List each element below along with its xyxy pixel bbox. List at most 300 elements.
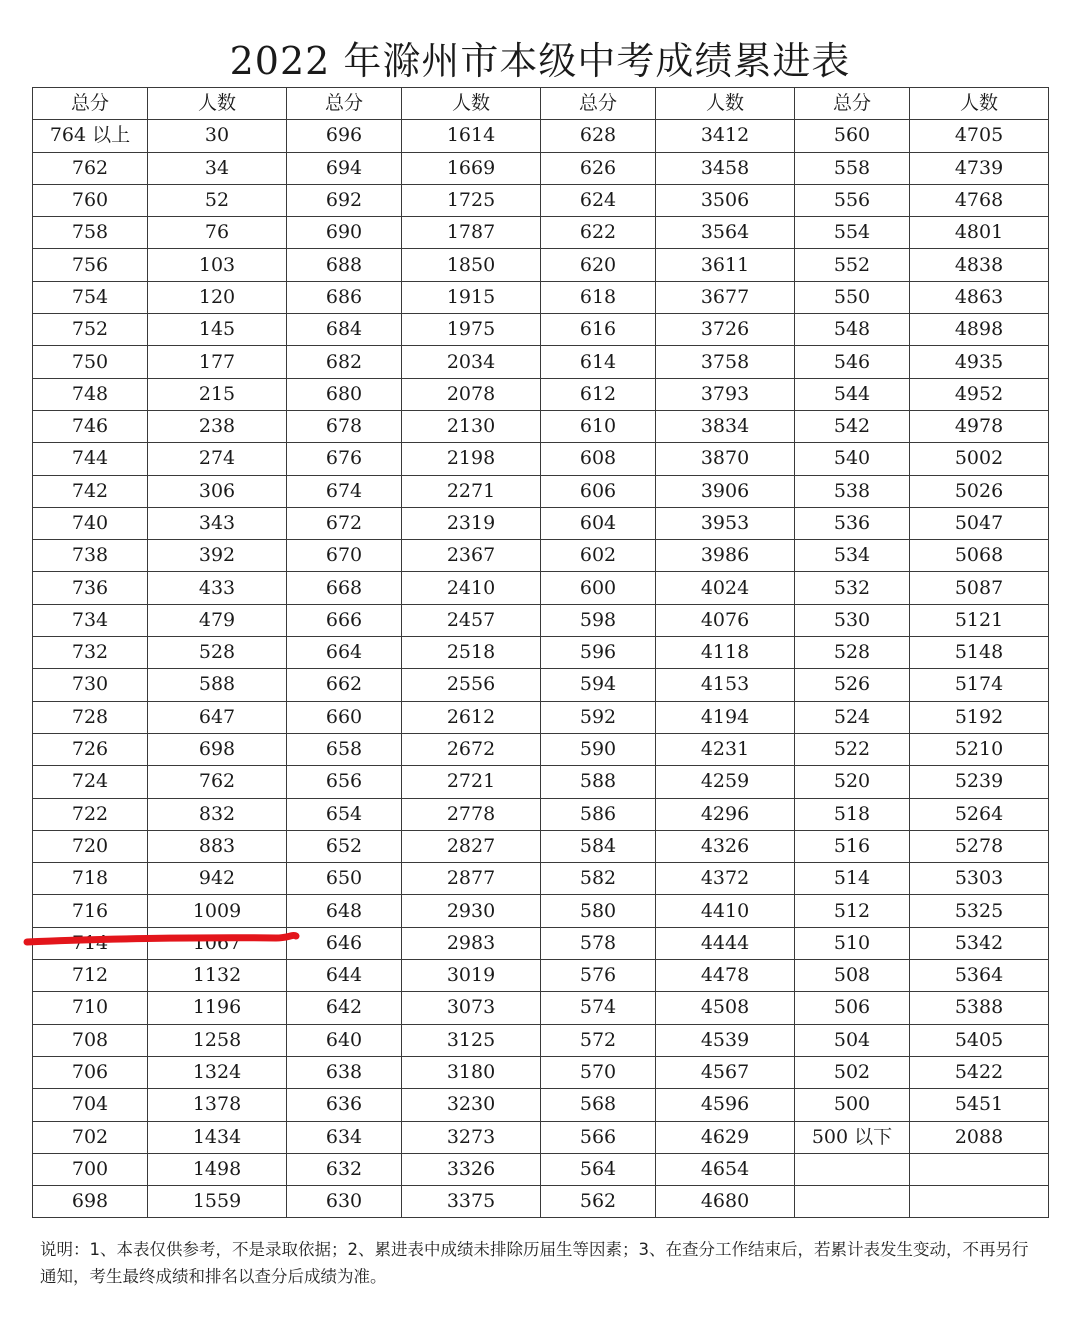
- count-cell: 4076: [656, 604, 795, 636]
- count-cell: 4705: [910, 120, 1049, 152]
- score-cell: 708: [33, 1024, 148, 1056]
- table-row: [33, 992, 1049, 1024]
- score-cell: 624: [541, 184, 656, 216]
- count-cell: 2130: [402, 410, 541, 442]
- table-row: [33, 1186, 1049, 1218]
- count-cell: 5303: [910, 863, 1049, 895]
- score-cell: 686: [287, 281, 402, 313]
- count-cell: 4838: [910, 249, 1049, 281]
- score-cell: 584: [541, 830, 656, 862]
- score-cell: 646: [287, 927, 402, 959]
- count-cell: 1009: [148, 895, 287, 927]
- count-cell: 3125: [402, 1024, 541, 1056]
- score-cell: 596: [541, 637, 656, 669]
- score-cell: 590: [541, 733, 656, 765]
- count-cell: 2877: [402, 863, 541, 895]
- score-cell: 758: [33, 217, 148, 249]
- count-cell: 52: [148, 184, 287, 216]
- count-cell: 392: [148, 540, 287, 572]
- score-cell: 622: [541, 217, 656, 249]
- count-cell: 5002: [910, 443, 1049, 475]
- count-cell: 1850: [402, 249, 541, 281]
- count-cell: [910, 1186, 1049, 1218]
- count-cell: 4259: [656, 766, 795, 798]
- score-cell: 526: [795, 669, 910, 701]
- count-cell: 479: [148, 604, 287, 636]
- count-cell: 3677: [656, 281, 795, 313]
- score-cell: 716: [33, 895, 148, 927]
- score-cell: 670: [287, 540, 402, 572]
- count-cell: 2367: [402, 540, 541, 572]
- count-cell: 1559: [148, 1186, 287, 1218]
- table-row: [33, 1024, 1049, 1056]
- score-cell: 522: [795, 733, 910, 765]
- column-header: 总分: [33, 88, 148, 120]
- score-cell: 742: [33, 475, 148, 507]
- column-header: 人数: [910, 88, 1049, 120]
- score-cell: 694: [287, 152, 402, 184]
- count-cell: 2721: [402, 766, 541, 798]
- score-cell: 638: [287, 1056, 402, 1088]
- score-cell: 528: [795, 637, 910, 669]
- score-cell: 748: [33, 378, 148, 410]
- score-cell: 606: [541, 475, 656, 507]
- score-cell: 586: [541, 798, 656, 830]
- score-cell: 520: [795, 766, 910, 798]
- score-cell: 602: [541, 540, 656, 572]
- score-cell: 702: [33, 1121, 148, 1153]
- count-cell: 2198: [402, 443, 541, 475]
- count-cell: 2271: [402, 475, 541, 507]
- count-cell: 2672: [402, 733, 541, 765]
- count-cell: 3506: [656, 184, 795, 216]
- count-cell: 4596: [656, 1089, 795, 1121]
- count-cell: 4410: [656, 895, 795, 927]
- table-row: [33, 798, 1049, 830]
- count-cell: 5325: [910, 895, 1049, 927]
- score-cell: 630: [287, 1186, 402, 1218]
- count-cell: 4801: [910, 217, 1049, 249]
- count-cell: 698: [148, 733, 287, 765]
- score-cell: 548: [795, 314, 910, 346]
- count-cell: 34: [148, 152, 287, 184]
- count-cell: 4508: [656, 992, 795, 1024]
- count-cell: 4024: [656, 572, 795, 604]
- count-cell: 238: [148, 410, 287, 442]
- score-cell: 662: [287, 669, 402, 701]
- count-cell: 5087: [910, 572, 1049, 604]
- score-cell: 650: [287, 863, 402, 895]
- score-cell: 756: [33, 249, 148, 281]
- score-cell: 610: [541, 410, 656, 442]
- count-cell: 2612: [402, 701, 541, 733]
- score-cell: 500: [795, 1089, 910, 1121]
- count-cell: 3906: [656, 475, 795, 507]
- count-cell: 528: [148, 637, 287, 669]
- table-row: [33, 863, 1049, 895]
- count-cell: 762: [148, 766, 287, 798]
- score-cell: 660: [287, 701, 402, 733]
- score-cell: 722: [33, 798, 148, 830]
- header-row: [33, 88, 1049, 120]
- score-cell: 568: [541, 1089, 656, 1121]
- score-cell: 682: [287, 346, 402, 378]
- count-cell: 4296: [656, 798, 795, 830]
- count-cell: 4153: [656, 669, 795, 701]
- count-cell: 5278: [910, 830, 1049, 862]
- count-cell: 274: [148, 443, 287, 475]
- count-cell: 1915: [402, 281, 541, 313]
- count-cell: 1324: [148, 1056, 287, 1088]
- score-cell: 534: [795, 540, 910, 572]
- count-cell: 5192: [910, 701, 1049, 733]
- count-cell: 5026: [910, 475, 1049, 507]
- score-cell: 574: [541, 992, 656, 1024]
- column-header: 总分: [287, 88, 402, 120]
- count-cell: 145: [148, 314, 287, 346]
- score-cell: 696: [287, 120, 402, 152]
- count-cell: 942: [148, 863, 287, 895]
- score-cell: 540: [795, 443, 910, 475]
- score-cell: 654: [287, 798, 402, 830]
- count-cell: 4567: [656, 1056, 795, 1088]
- score-table: [32, 87, 1049, 1218]
- count-cell: 5239: [910, 766, 1049, 798]
- count-cell: 4898: [910, 314, 1049, 346]
- score-cell: 552: [795, 249, 910, 281]
- score-cell: 510: [795, 927, 910, 959]
- count-cell: 5174: [910, 669, 1049, 701]
- count-cell: 3870: [656, 443, 795, 475]
- count-cell: 883: [148, 830, 287, 862]
- count-cell: 1378: [148, 1089, 287, 1121]
- count-cell: 5264: [910, 798, 1049, 830]
- count-cell: 4478: [656, 960, 795, 992]
- score-cell: 684: [287, 314, 402, 346]
- score-cell: 616: [541, 314, 656, 346]
- table-row: [33, 1089, 1049, 1121]
- table-row: [33, 1153, 1049, 1185]
- count-cell: 1434: [148, 1121, 287, 1153]
- table-row: [33, 378, 1049, 410]
- score-cell: 674: [287, 475, 402, 507]
- count-cell: 5405: [910, 1024, 1049, 1056]
- score-cell: 530: [795, 604, 910, 636]
- count-cell: 2319: [402, 507, 541, 539]
- score-cell: 676: [287, 443, 402, 475]
- score-cell: 518: [795, 798, 910, 830]
- column-header: 总分: [795, 88, 910, 120]
- score-cell: 524: [795, 701, 910, 733]
- table-row: [33, 120, 1049, 152]
- count-cell: 5148: [910, 637, 1049, 669]
- score-cell: 588: [541, 766, 656, 798]
- table-row: [33, 733, 1049, 765]
- count-cell: 5342: [910, 927, 1049, 959]
- count-cell: 4629: [656, 1121, 795, 1153]
- score-cell: 652: [287, 830, 402, 862]
- score-cell: 750: [33, 346, 148, 378]
- score-cell: 506: [795, 992, 910, 1024]
- count-cell: 343: [148, 507, 287, 539]
- count-cell: 2034: [402, 346, 541, 378]
- count-cell: 1498: [148, 1153, 287, 1185]
- table-row: [33, 314, 1049, 346]
- column-header: 人数: [656, 88, 795, 120]
- table-row: [33, 184, 1049, 216]
- score-cell: 556: [795, 184, 910, 216]
- table-row: [33, 410, 1049, 442]
- score-cell: 576: [541, 960, 656, 992]
- count-cell: 76: [148, 217, 287, 249]
- score-cell: 672: [287, 507, 402, 539]
- score-cell: 712: [33, 960, 148, 992]
- count-cell: 2457: [402, 604, 541, 636]
- score-cell: 642: [287, 992, 402, 1024]
- column-header: 总分: [541, 88, 656, 120]
- count-cell: 647: [148, 701, 287, 733]
- count-cell: 3180: [402, 1056, 541, 1088]
- count-cell: 1975: [402, 314, 541, 346]
- score-cell: 644: [287, 960, 402, 992]
- count-cell: 1196: [148, 992, 287, 1024]
- count-cell: 4444: [656, 927, 795, 959]
- count-cell: 4539: [656, 1024, 795, 1056]
- count-cell: 3273: [402, 1121, 541, 1153]
- table-row: [33, 927, 1049, 959]
- count-cell: 3986: [656, 540, 795, 572]
- score-cell: 608: [541, 443, 656, 475]
- count-cell: 30: [148, 120, 287, 152]
- table-row: [33, 507, 1049, 539]
- score-cell: 514: [795, 863, 910, 895]
- count-cell: 1725: [402, 184, 541, 216]
- count-cell: 588: [148, 669, 287, 701]
- score-cell: [795, 1153, 910, 1185]
- score-cell: 730: [33, 669, 148, 701]
- count-cell: 2088: [910, 1121, 1049, 1153]
- column-header: 人数: [148, 88, 287, 120]
- score-cell: [795, 1186, 910, 1218]
- score-cell: 614: [541, 346, 656, 378]
- count-cell: 2778: [402, 798, 541, 830]
- score-cell: 636: [287, 1089, 402, 1121]
- score-cell: 542: [795, 410, 910, 442]
- count-cell: 5068: [910, 540, 1049, 572]
- score-cell: 714: [33, 927, 148, 959]
- table-row: [33, 217, 1049, 249]
- table-row: [33, 249, 1049, 281]
- score-cell: 594: [541, 669, 656, 701]
- count-cell: 4194: [656, 701, 795, 733]
- score-cell: 668: [287, 572, 402, 604]
- score-cell: 604: [541, 507, 656, 539]
- count-cell: 4326: [656, 830, 795, 862]
- score-cell: 538: [795, 475, 910, 507]
- score-cell: 692: [287, 184, 402, 216]
- score-cell: 754: [33, 281, 148, 313]
- count-cell: 3230: [402, 1089, 541, 1121]
- count-cell: 5422: [910, 1056, 1049, 1088]
- count-cell: 4739: [910, 152, 1049, 184]
- count-cell: 4768: [910, 184, 1049, 216]
- score-cell: 508: [795, 960, 910, 992]
- column-header: 人数: [402, 88, 541, 120]
- score-cell: 632: [287, 1153, 402, 1185]
- count-cell: 1614: [402, 120, 541, 152]
- count-cell: 3458: [656, 152, 795, 184]
- score-cell: 550: [795, 281, 910, 313]
- count-cell: 2410: [402, 572, 541, 604]
- score-cell: 582: [541, 863, 656, 895]
- score-cell: 656: [287, 766, 402, 798]
- count-cell: 5210: [910, 733, 1049, 765]
- score-cell: 664: [287, 637, 402, 669]
- score-cell: 678: [287, 410, 402, 442]
- score-cell: 764 以上: [33, 120, 148, 152]
- table-row: [33, 1121, 1049, 1153]
- score-cell: 564: [541, 1153, 656, 1185]
- score-cell: 710: [33, 992, 148, 1024]
- score-cell: 704: [33, 1089, 148, 1121]
- count-cell: 3834: [656, 410, 795, 442]
- count-cell: 2983: [402, 927, 541, 959]
- score-cell: 718: [33, 863, 148, 895]
- score-cell: 752: [33, 314, 148, 346]
- count-cell: 4952: [910, 378, 1049, 410]
- score-cell: 566: [541, 1121, 656, 1153]
- count-cell: 1132: [148, 960, 287, 992]
- score-cell: 504: [795, 1024, 910, 1056]
- count-cell: 2827: [402, 830, 541, 862]
- score-cell: 570: [541, 1056, 656, 1088]
- score-cell: 720: [33, 830, 148, 862]
- count-cell: [910, 1153, 1049, 1185]
- table-row: [33, 540, 1049, 572]
- table-row: [33, 346, 1049, 378]
- score-cell: 640: [287, 1024, 402, 1056]
- count-cell: 4231: [656, 733, 795, 765]
- table-row: [33, 281, 1049, 313]
- score-cell: 736: [33, 572, 148, 604]
- count-cell: 3073: [402, 992, 541, 1024]
- table-row: [33, 443, 1049, 475]
- score-cell: 532: [795, 572, 910, 604]
- count-cell: 2518: [402, 637, 541, 669]
- count-cell: 1669: [402, 152, 541, 184]
- score-cell: 724: [33, 766, 148, 798]
- table-row: [33, 701, 1049, 733]
- count-cell: 177: [148, 346, 287, 378]
- score-cell: 628: [541, 120, 656, 152]
- score-cell: 620: [541, 249, 656, 281]
- table-row: [33, 960, 1049, 992]
- score-cell: 648: [287, 895, 402, 927]
- score-cell: 706: [33, 1056, 148, 1088]
- score-cell: 728: [33, 701, 148, 733]
- count-cell: 4978: [910, 410, 1049, 442]
- score-cell: 516: [795, 830, 910, 862]
- count-cell: 4935: [910, 346, 1049, 378]
- score-cell: 658: [287, 733, 402, 765]
- count-cell: 3019: [402, 960, 541, 992]
- score-cell: 734: [33, 604, 148, 636]
- count-cell: 3564: [656, 217, 795, 249]
- count-cell: 5451: [910, 1089, 1049, 1121]
- score-cell: 634: [287, 1121, 402, 1153]
- score-cell: 572: [541, 1024, 656, 1056]
- score-cell: 544: [795, 378, 910, 410]
- count-cell: 1787: [402, 217, 541, 249]
- count-cell: 5388: [910, 992, 1049, 1024]
- score-cell: 618: [541, 281, 656, 313]
- count-cell: 4654: [656, 1153, 795, 1185]
- score-cell: 546: [795, 346, 910, 378]
- count-cell: 5121: [910, 604, 1049, 636]
- score-cell: 580: [541, 895, 656, 927]
- score-cell: 500 以下: [795, 1121, 910, 1153]
- score-cell: 760: [33, 184, 148, 216]
- count-cell: 2556: [402, 669, 541, 701]
- score-cell: 688: [287, 249, 402, 281]
- footnote: 说明：1、本表仅供参考，不是录取依据；2、累进表中成绩未排除历届生等因素；3、在查分工作结束后，若累计表发生变动，不再另行通知，考生最终成绩和排名以查分后成绩为准。: [40, 1240, 1029, 1286]
- score-cell: 562: [541, 1186, 656, 1218]
- count-cell: 4863: [910, 281, 1049, 313]
- table-row: [33, 1056, 1049, 1088]
- score-cell: 612: [541, 378, 656, 410]
- count-cell: 103: [148, 249, 287, 281]
- count-cell: 1258: [148, 1024, 287, 1056]
- count-cell: 5047: [910, 507, 1049, 539]
- score-cell: 666: [287, 604, 402, 636]
- count-cell: 3793: [656, 378, 795, 410]
- score-cell: 732: [33, 637, 148, 669]
- table-row: [33, 895, 1049, 927]
- count-cell: 3726: [656, 314, 795, 346]
- count-cell: 433: [148, 572, 287, 604]
- score-cell: 744: [33, 443, 148, 475]
- score-cell: 554: [795, 217, 910, 249]
- count-cell: 4372: [656, 863, 795, 895]
- count-cell: 3953: [656, 507, 795, 539]
- count-cell: 3758: [656, 346, 795, 378]
- page-title: 2022 年滁州市本级中考成绩累进表: [229, 39, 851, 83]
- table-row: [33, 604, 1049, 636]
- count-cell: 3326: [402, 1153, 541, 1185]
- score-cell: 502: [795, 1056, 910, 1088]
- score-cell: 512: [795, 895, 910, 927]
- count-cell: 4680: [656, 1186, 795, 1218]
- count-cell: 120: [148, 281, 287, 313]
- score-cell: 598: [541, 604, 656, 636]
- count-cell: 4118: [656, 637, 795, 669]
- table-row: [33, 669, 1049, 701]
- count-cell: 215: [148, 378, 287, 410]
- score-cell: 726: [33, 733, 148, 765]
- table-row: [33, 766, 1049, 798]
- score-cell: 560: [795, 120, 910, 152]
- count-cell: 2078: [402, 378, 541, 410]
- score-cell: 762: [33, 152, 148, 184]
- table-row: [33, 830, 1049, 862]
- count-cell: 832: [148, 798, 287, 830]
- score-cell: 698: [33, 1186, 148, 1218]
- score-cell: 558: [795, 152, 910, 184]
- score-cell: 738: [33, 540, 148, 572]
- score-cell: 746: [33, 410, 148, 442]
- count-cell: 1067: [148, 927, 287, 959]
- score-cell: 600: [541, 572, 656, 604]
